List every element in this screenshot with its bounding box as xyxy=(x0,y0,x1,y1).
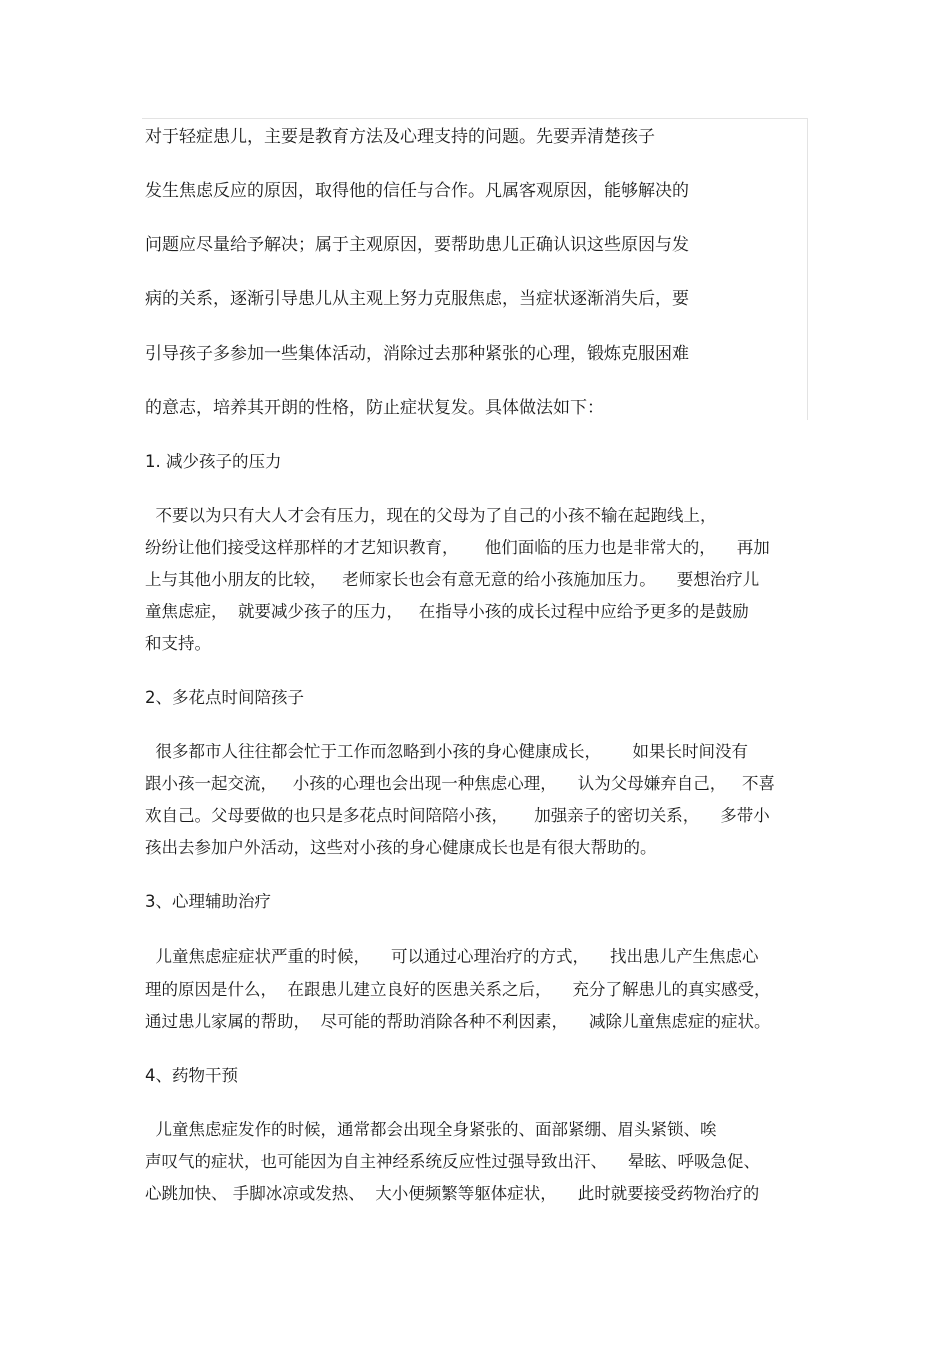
section-heading: 1. 减少孩子的压力 xyxy=(145,452,282,471)
intro-line: 的意志，培养其开朗的性格，防止症状复发。具体做法如下： xyxy=(145,398,604,418)
body-line: 童焦虑症， 就要减少孩子的压力， 在指导小孩的成长过程中应给予更多的是鼓励 xyxy=(145,602,749,621)
body-line: 上与其他小朋友的比较， 老师家长也会有意无意的给小孩施加压力。 要想治疗儿 xyxy=(145,570,760,589)
body-line: 儿童焦虑症症状严重的时候， 可以通过心理治疗的方式， 找出患儿产生焦虑心 xyxy=(145,947,759,966)
intro-line: 发生焦虑反应的原因，取得他的信任与合作。凡属客观原因，能够解决的 xyxy=(145,181,689,201)
body-line: 纷纷让他们接受这样那样的才艺知识教育， 他们面临的压力也是非常大的， 再加 xyxy=(145,538,770,557)
section-heading: 4、药物干预 xyxy=(145,1066,238,1085)
body-line: 和支持。 xyxy=(145,634,211,653)
body-line: 儿童焦虑症发作的时候，通常都会出现全身紧张的、面部紧绷、眉头紧锁、唉 xyxy=(145,1120,717,1139)
body-line: 孩出去参加户外活动，这些对小孩的身心健康成长也是有很大帮助的。 xyxy=(145,838,657,857)
body-line: 跟小孩一起交流， 小孩的心理也会出现一种焦虑心理， 认为父母嫌弃自己， 不喜 xyxy=(145,774,775,793)
body-line: 理的原因是什么， 在跟患儿建立良好的医患关系之后， 充分了解患儿的真实感受， xyxy=(145,980,771,999)
body-line: 通过患儿家属的帮助， 尽可能的帮助消除各种不利因素， 减除儿童焦虑症的症状。 xyxy=(145,1012,771,1031)
section-heading: 2、多花点时间陪孩子 xyxy=(145,688,304,707)
body-line: 声叹气的症状，也可能因为自主神经系统反应性过强导致出汗、 晕眩、呼吸急促、 xyxy=(145,1152,760,1171)
intro-box xyxy=(142,118,808,420)
body-line: 不要以为只有大人才会有压力，现在的父母为了自己的小孩不输在起跑线上， xyxy=(145,506,717,525)
body-line: 欢自己。父母要做的也只是多花点时间陪陪小孩， 加强亲子的密切关系， 多带小 xyxy=(145,806,770,825)
section-heading: 3、心理辅助治疗 xyxy=(145,892,271,911)
intro-line: 对于轻症患儿，主要是教育方法及心理支持的问题。先要弄清楚孩子 xyxy=(145,127,655,147)
body-line: 心跳加快、 手脚冰凉或发热、 大小便频繁等躯体症状， 此时就要接受药物治疗的 xyxy=(145,1184,760,1203)
body-line: 很多都市人往往都会忙于工作而忽略到小孩的身心健康成长， 如果长时间没有 xyxy=(145,742,748,761)
intro-line: 病的关系，逐渐引导患儿从主观上努力克服焦虑，当症状逐渐消失后，要 xyxy=(145,289,689,309)
intro-line: 问题应尽量给予解决；属于主观原因，要帮助患儿正确认识这些原因与发 xyxy=(145,235,689,255)
intro-line: 引导孩子多参加一些集体活动，消除过去那种紧张的心理，锻炼克服困难 xyxy=(145,344,689,364)
